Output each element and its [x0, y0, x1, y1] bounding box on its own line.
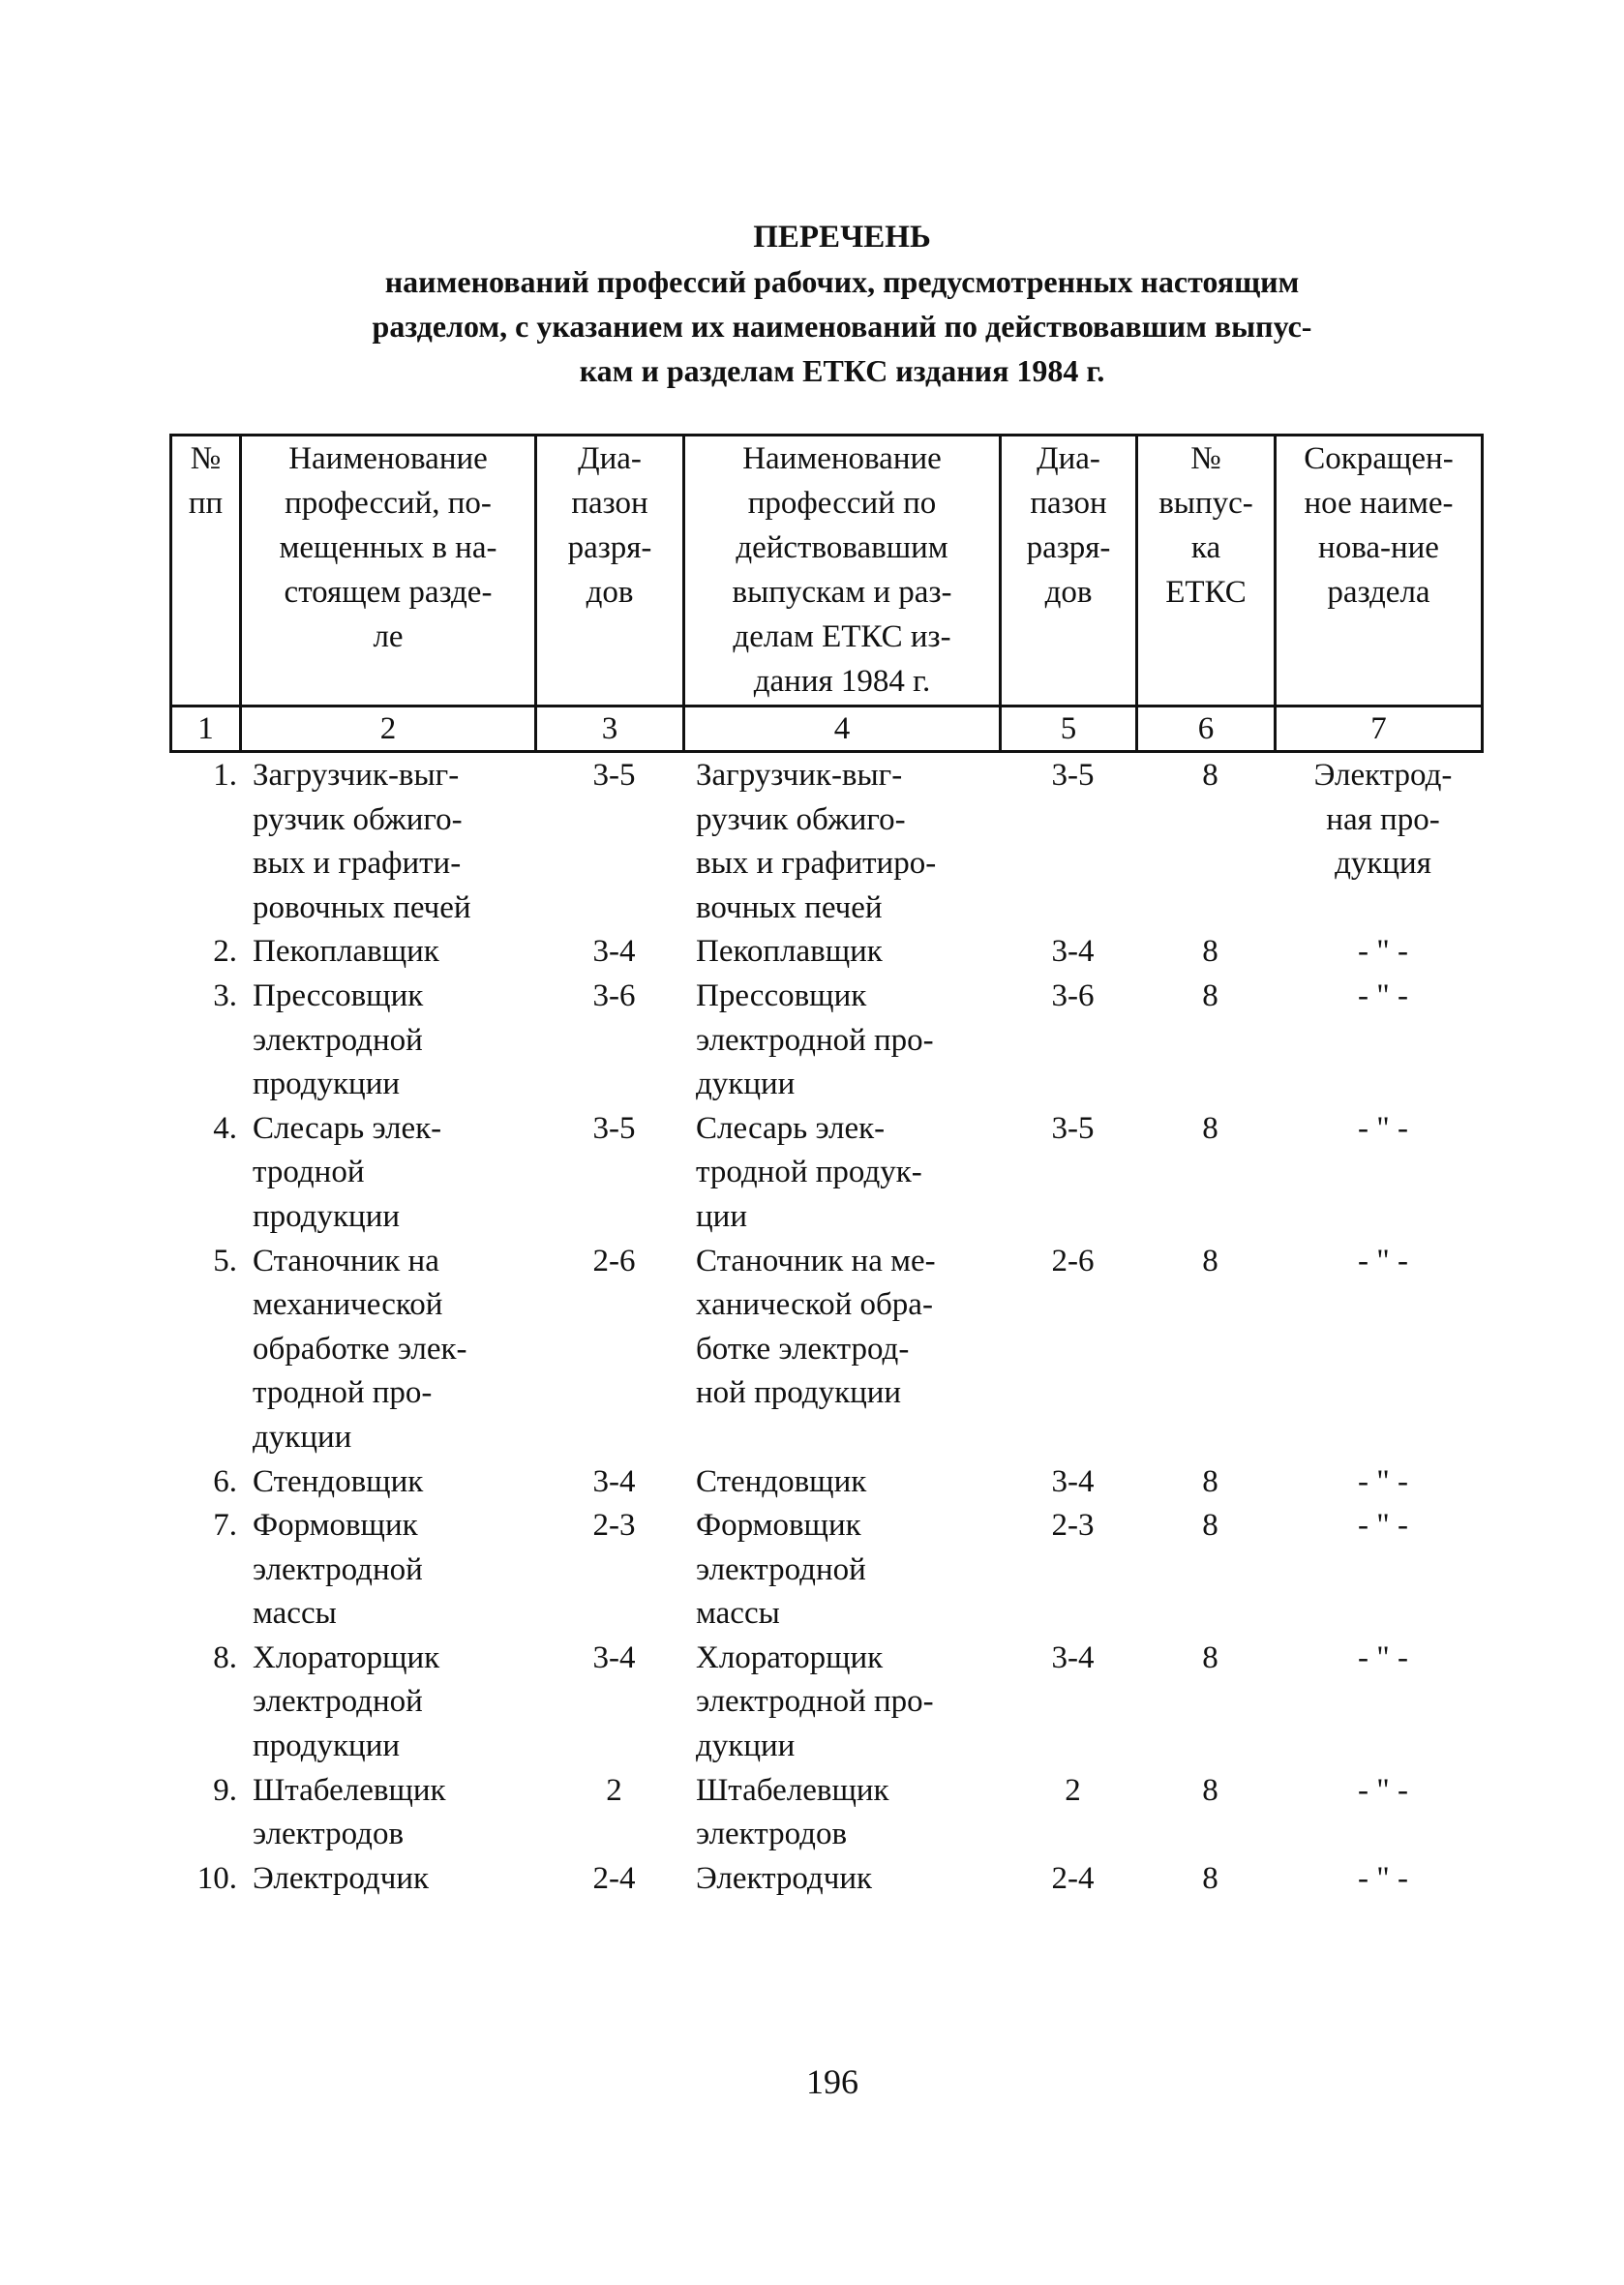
table-row: [169, 1857, 1487, 1902]
cell-old-range: 2-3: [1051, 1508, 1095, 1544]
header-cell: № пп: [171, 436, 241, 707]
cell-range: 2-3: [592, 1508, 636, 1544]
cell-name: Пекоплавщик: [253, 934, 439, 970]
cell-issue: 8: [1202, 1860, 1218, 1896]
cell-name: Хлораторщик электродной продукции: [253, 1639, 440, 1764]
cell-old-name: Пекоплавщик: [696, 934, 883, 970]
cell-section: - " -: [1358, 1243, 1408, 1278]
table-body: [169, 754, 1487, 1901]
cell-old-range: 2: [1065, 1772, 1081, 1808]
cell-old-range: 3-4: [1051, 1639, 1095, 1675]
table-row: [169, 1504, 1487, 1637]
header-cell: Диа- пазон разря- дов: [1001, 436, 1137, 707]
cell-old-name: Электродчик: [696, 1860, 873, 1896]
cell-no: 5.: [213, 1243, 237, 1278]
cell-old-range: 2-6: [1051, 1243, 1095, 1278]
column-number: 7: [1276, 707, 1483, 752]
cell-range: 3-6: [592, 977, 636, 1013]
cell-issue: 8: [1202, 1772, 1218, 1808]
table-row: [169, 1769, 1487, 1857]
cell-name: Формовщик электродной массы: [253, 1508, 423, 1632]
cell-name: Прессовщик электродной продукции: [253, 977, 424, 1102]
page-number: 196: [806, 2062, 858, 2101]
header-cell: Диа- пазон разря- дов: [536, 436, 684, 707]
cell-section: - " -: [1358, 1463, 1408, 1499]
cell-section: - " -: [1358, 1639, 1408, 1675]
cell-name: Электродчик: [253, 1860, 430, 1896]
header-cell: Наименование профессий, по- мещенных в на- стоящем разде- ле: [241, 436, 536, 707]
cell-no: 4.: [213, 1110, 237, 1146]
table-row: [169, 754, 1487, 930]
cell-range: 2-6: [592, 1243, 636, 1278]
table-row: [169, 975, 1487, 1107]
cell-old-name: Стендовщик: [696, 1463, 867, 1499]
cell-section: - " -: [1358, 1772, 1408, 1808]
cell-issue: 8: [1202, 1508, 1218, 1544]
column-number: 3: [536, 707, 684, 752]
cell-old-name: Слесарь элек- тродной продук- ции: [696, 1110, 922, 1234]
document-subtitle: наименований профессий рабочих, предусмотренных настоящим разделом, с указанием их наименований по действовавшим выпус- кам и разделам ЕТКС издания 1984 г.: [372, 264, 1312, 388]
cell-old-range: 3-5: [1051, 758, 1095, 793]
document-title: ПЕРЕЧЕНЬ: [753, 220, 931, 255]
cell-name: Станочник на механической обработке элек- тродной про- дукции: [253, 1243, 467, 1455]
cell-section: - " -: [1358, 977, 1408, 1013]
cell-no: 10.: [196, 1860, 237, 1896]
table-row: [169, 1637, 1487, 1769]
cell-issue: 8: [1202, 1639, 1218, 1675]
column-number: 4: [684, 707, 1001, 752]
cell-no: 1.: [213, 758, 237, 793]
header-row: [171, 436, 1483, 707]
cell-no: 2.: [213, 934, 237, 970]
cell-name: Загрузчик-выг- рузчик обжиго- вых и графити- ровочных печей: [253, 758, 471, 925]
cell-old-name: Станочник на ме- ханической обра- ботке электрод- ной продукции: [696, 1243, 936, 1411]
column-number-row: [171, 707, 1483, 752]
cell-range: 2-4: [592, 1860, 636, 1896]
header-cell: Наименование профессий по действовавшим выпускам и раз- делам ЕТКС из- дания 1984 г.: [684, 436, 1001, 707]
cell-section: - " -: [1358, 934, 1408, 970]
cell-section: - " -: [1358, 1508, 1408, 1544]
column-number: 2: [241, 707, 536, 752]
header-cell: Сокращен- ное наиме- нова-ние раздела: [1276, 436, 1483, 707]
cell-old-name: Прессовщик электродной про- дукции: [696, 977, 934, 1102]
cell-name: Стендовщик: [253, 1463, 424, 1499]
cell-issue: 8: [1202, 1463, 1218, 1499]
cell-range: 3-5: [592, 758, 636, 793]
cell-issue: 8: [1202, 1110, 1218, 1146]
cell-issue: 8: [1202, 934, 1218, 970]
cell-old-range: 3-4: [1051, 934, 1095, 970]
cell-issue: 8: [1202, 1243, 1218, 1278]
cell-section: Электрод- ная про- дукция: [1313, 758, 1453, 882]
cell-old-name: Формовщик электродной массы: [696, 1508, 866, 1632]
cell-no: 3.: [213, 977, 237, 1013]
table-row: [169, 1107, 1487, 1240]
cell-old-range: 3-5: [1051, 1110, 1095, 1146]
cell-range: 3-4: [592, 1639, 636, 1675]
cell-old-name: Загрузчик-выг- рузчик обжиго- вых и графитиро- вочных печей: [696, 758, 937, 925]
header-cell: № выпус- ка ЕТКС: [1137, 436, 1276, 707]
cell-name: Штабелевщик электродов: [253, 1772, 446, 1852]
cell-no: 7.: [213, 1508, 237, 1544]
cell-section: - " -: [1358, 1860, 1408, 1896]
cell-no: 6.: [213, 1463, 237, 1499]
column-number: 6: [1137, 707, 1276, 752]
cell-old-range: 3-6: [1051, 977, 1095, 1013]
cell-old-name: Хлораторщик электродной про- дукции: [696, 1639, 934, 1764]
cell-range: 3-5: [592, 1110, 636, 1146]
table-row: [169, 930, 1487, 975]
cell-range: 2: [606, 1772, 622, 1808]
cell-issue: 8: [1202, 758, 1218, 793]
table-header: [169, 434, 1484, 753]
cell-old-range: 2-4: [1051, 1860, 1095, 1896]
cell-old-range: 3-4: [1051, 1463, 1095, 1499]
table-row: [169, 1240, 1487, 1460]
table-row: [169, 1460, 1487, 1505]
cell-name: Слесарь элек- тродной продукции: [253, 1110, 442, 1234]
cell-old-name: Штабелевщик электродов: [696, 1772, 889, 1852]
cell-range: 3-4: [592, 1463, 636, 1499]
cell-no: 9.: [213, 1772, 237, 1808]
column-number: 5: [1001, 707, 1137, 752]
cell-issue: 8: [1202, 977, 1218, 1013]
cell-no: 8.: [213, 1639, 237, 1675]
cell-section: - " -: [1358, 1110, 1408, 1146]
cell-range: 3-4: [592, 934, 636, 970]
column-number: 1: [171, 707, 241, 752]
